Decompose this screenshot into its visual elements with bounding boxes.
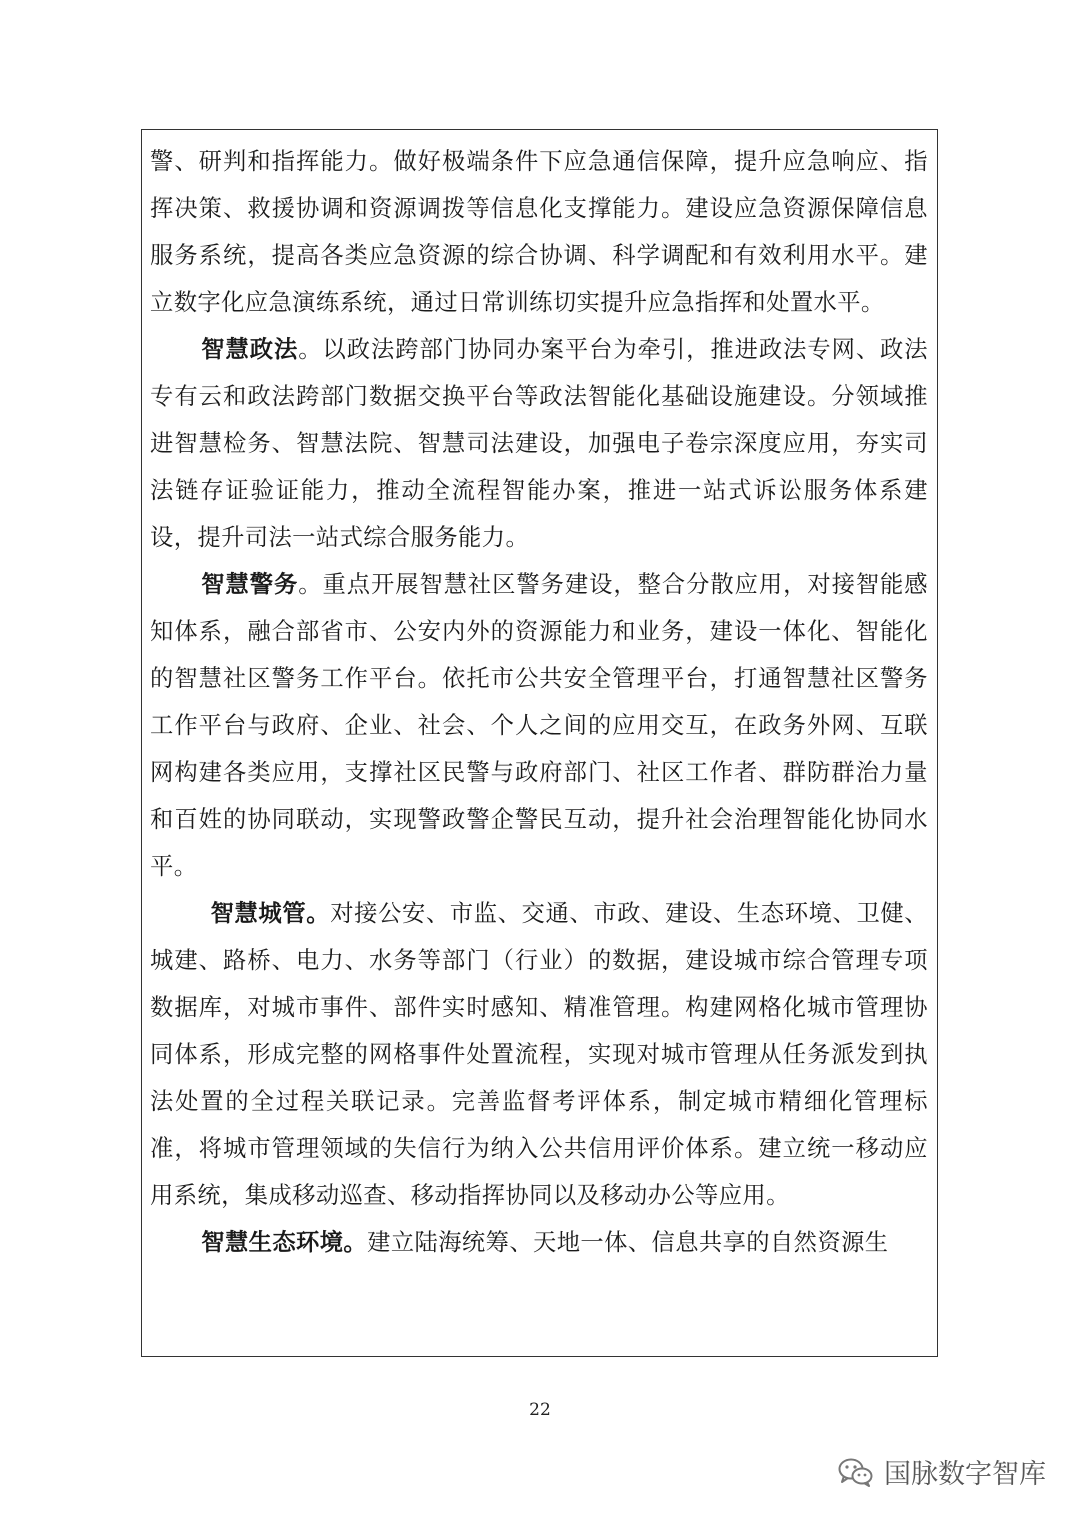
watermark <box>838 1452 1046 1491</box>
paragraph-heading: 智慧城管。 <box>210 900 331 927</box>
paragraph-text: 警、研判和指挥能力。做好极端条件下应急通信保障，提升应急响应、指挥决策、救援协调和资源调拨等信息化支撑能力。建设应急资源保障信息服务系统，提高各类应急资源的综合协调、科学调配和有效利用水平。建立数字化应急演练系统，通过日常训练切实提升应急指挥和处置水平。 <box>150 148 928 316</box>
wechat-icon <box>838 1457 874 1487</box>
page-number: 22 <box>529 1400 551 1420</box>
paragraph-smart-ecology <box>150 1219 928 1266</box>
watermark-text: 国脉数字智库 <box>884 1459 1046 1490</box>
paragraph-smart-urban-management <box>150 890 928 1219</box>
paragraph-heading: 智慧生态环境。 <box>201 1229 368 1256</box>
paragraph-emergency <box>150 138 928 326</box>
paragraph-heading: 智慧警务 <box>201 571 299 598</box>
paragraph-smart-legal <box>150 326 928 561</box>
paragraph-text: 对接公安、市监、交通、市政、建设、生态环境、卫健、城建、路桥、电力、水务等部门（行业）的数据，建设城市综合管理专项数据库，对城市事件、部件实时感知、精准管理。构建网格化城市管理协同体系，形成完整的网格事件处置流程，实现对城市管理从任务派发到执法处置的全过程关联记录。完善监督考评体系，制定城市精细化管理标准，将城市管理领域的失信行为纳入公共信用评价体系。建立统一移动应用系统，集成移动巡查、移动指挥协同以及移动办公等应用。 <box>150 900 929 1209</box>
paragraph-smart-policing <box>150 561 928 890</box>
paragraph-heading: 智慧政法 <box>201 336 299 363</box>
document-body <box>150 138 928 1266</box>
paragraph-text: 建立陆海统筹、天地一体、信息共享的自然资源生 <box>367 1229 889 1256</box>
paragraph-text: 。以政法跨部门协同办案平台为牵引，推进政法专网、政法专有云和政法跨部门数据交换平台等政法智能化基础设施建设。分领域推进智慧检务、智慧法院、智慧司法建设，加强电子卷宗深度应用，夯实司法链存证验证能力，推动全流程智能办案，推进一站式诉讼服务体系建设，提升司法一站式综合服务能力。 <box>150 336 928 551</box>
paragraph-text: 。重点开展智慧社区警务建设，整合分散应用，对接智能感知体系，融合部省市、公安内外的资源能力和业务，建设一体化、智能化的智慧社区警务工作平台。依托市公共安全管理平台，打通智慧社区警务工作平台与政府、企业、社会、个人之间的应用交互，在政务外网、互联网构建各类应用，支撑社区民警与政府部门、社区工作者、群防群治力量和百姓的协同联动，实现警政警企警民互动，提升社会治理智能化协同水平。 <box>150 571 928 880</box>
